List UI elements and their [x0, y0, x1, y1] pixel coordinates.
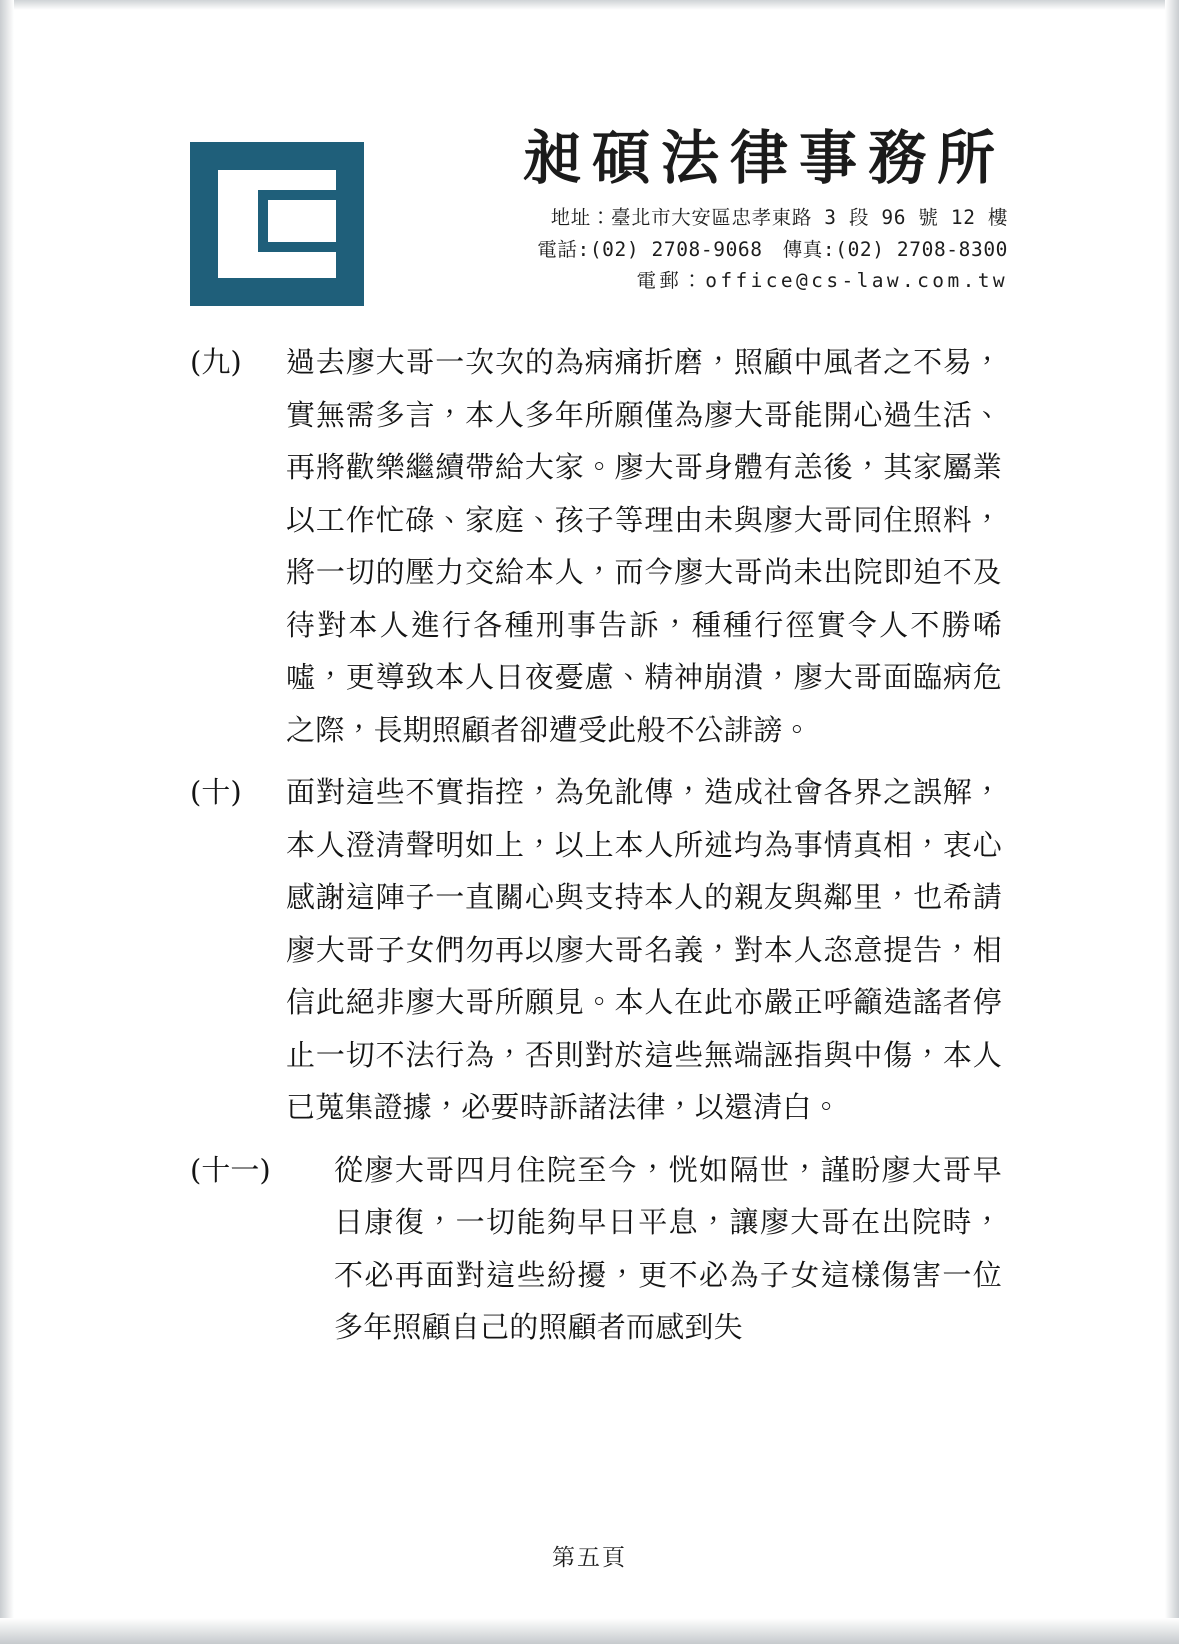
scan-edge-bottom: [0, 1618, 1179, 1644]
paragraph-text: 從廖大哥四月住院至今，恍如隔世，謹盼廖大哥早日康復，一切能夠早日平息，讓廖大哥在出院時，不必再面對這些紛擾，更不必為子女這樣傷害一位多年照顧自己的照顧者而感到失: [334, 1152, 1002, 1344]
paragraph-number: (十一): [190, 1152, 271, 1187]
paragraph-text: 過去廖大哥一次次的為病痛折磨，照顧中風者之不易，實無需多言，本人多年所願僅為廖大哥能開心過生活、再將歡樂繼續帶給大家。廖大哥身體有恙後，其家屬業以工作忙碌、家庭、孩子等理由未與廖大哥同住照料，將一切的壓力交給本人，而今廖大哥尚未出院即迫不及待對本人進行各種刑事告訴，種種行徑實令人不勝唏噓，更導致本人日夜憂慮、精神崩潰，廖大哥面臨病危之際，長期照顧者卻遭受此般不公誹謗。: [286, 345, 1002, 747]
cs-law-logo-icon: [186, 136, 368, 312]
paragraph-9: [190, 336, 1002, 756]
scan-edge-top: [0, 0, 1179, 10]
scan-edge-left: [0, 0, 14, 1644]
firm-address: 地址：臺北市大安區忠孝東路 3 段 96 號 12 樓: [550, 205, 1008, 229]
firm-info: [392, 124, 1008, 298]
paragraph-number: (十): [190, 775, 242, 809]
firm-contact: [392, 203, 1008, 296]
paragraph-text: 面對這些不實指控，為免訛傳，造成社會各界之誤解，本人澄清聲明如上，以上本人所述均為事情真相，衷心感謝這陣子一直關心與支持本人的親友與鄰里，也希請廖大哥子女們勿再以廖大哥名義，對本人恣意提告，相信此絕非廖大哥所願見。本人在此亦嚴正呼籲造謠者停止一切不法行為，否則對於這些無端誣指與中傷，本人已蒐集證據，必要時訴諸法律，以還清白。: [286, 775, 1002, 1124]
paragraph-10: [190, 766, 1002, 1134]
firm-phone-fax: 電話:(02) 2708-9068 傳真:(02) 2708-8300: [537, 237, 1008, 261]
scan-edge-right: [1165, 0, 1179, 1644]
firm-name: 昶碩法律事務所: [522, 124, 1006, 192]
firm-email: 電郵：office@cs-law.com.tw: [636, 269, 1008, 293]
letterhead: [186, 124, 1008, 318]
paragraph-number: (九): [190, 345, 242, 379]
document-body: [190, 336, 1002, 1364]
page-number-footer: 第五頁: [552, 1545, 627, 1571]
paragraph-11: [190, 1144, 1002, 1354]
